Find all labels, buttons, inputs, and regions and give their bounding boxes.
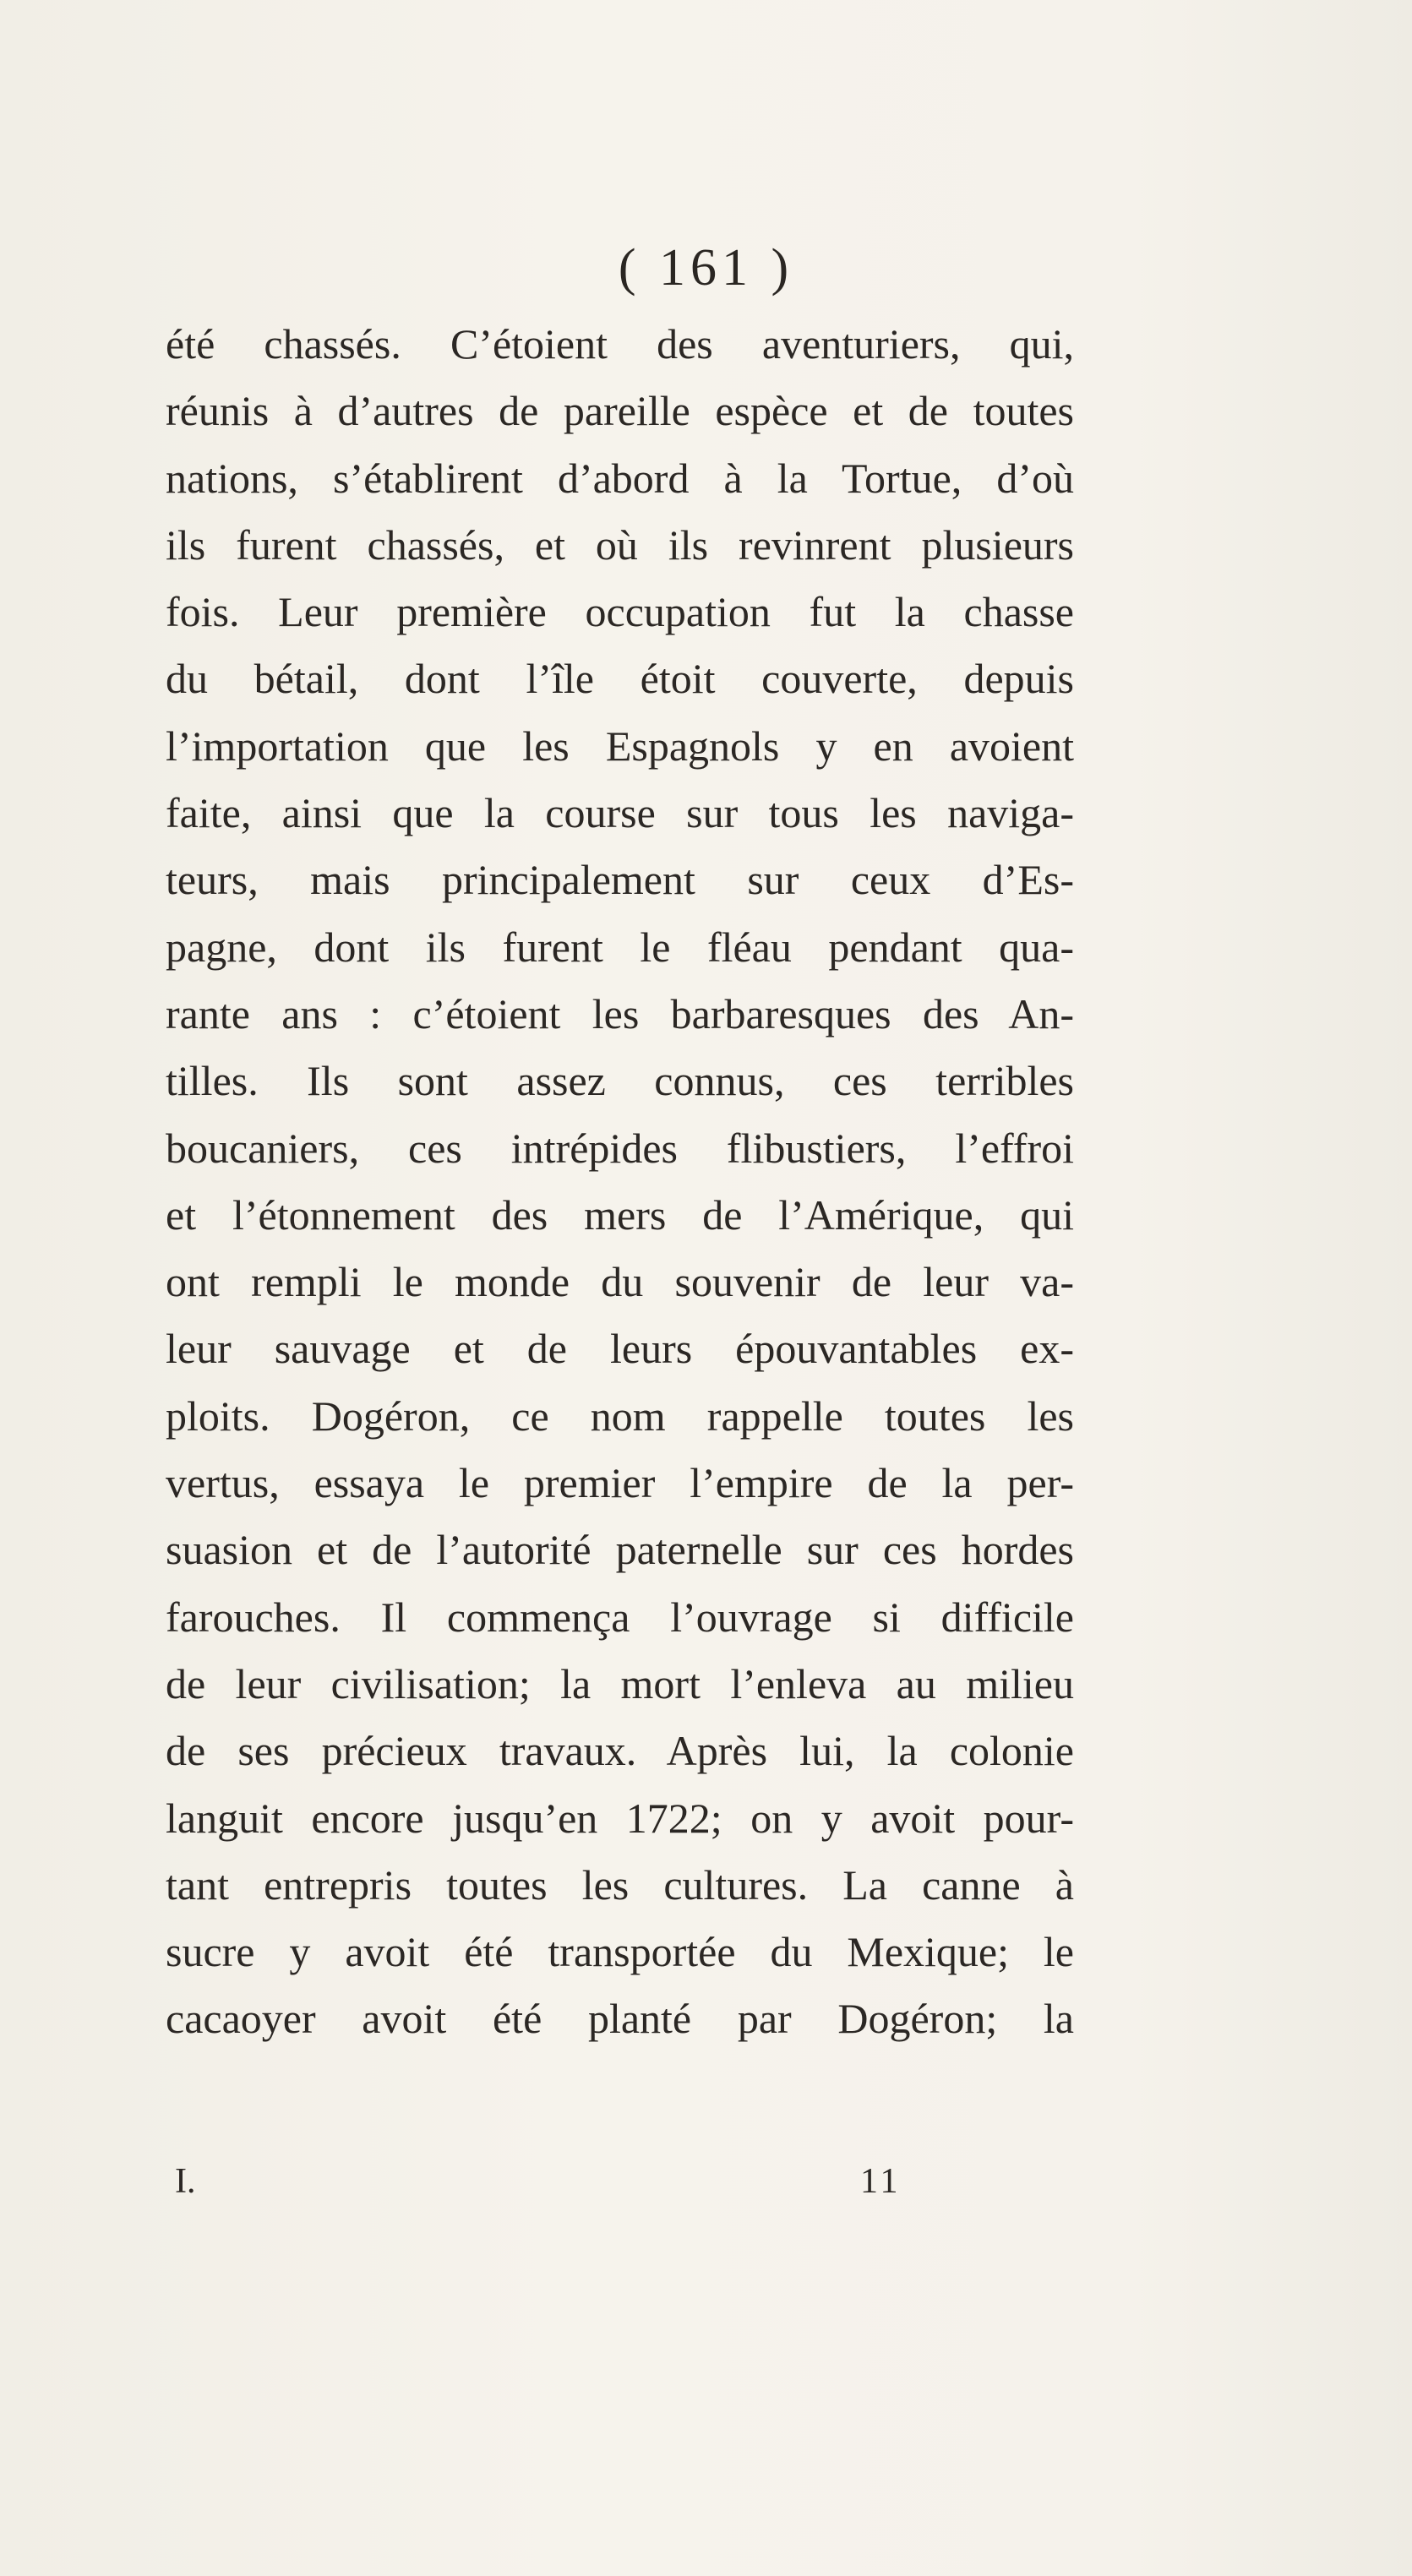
text-line: tant entrepris toutes les cultures. La canne à xyxy=(166,1860,1074,1909)
signature-mark: I. xyxy=(175,2162,196,2201)
text-line: ploits. Dogéron, ce nom rappelle toutes les xyxy=(166,1391,1074,1440)
body-text xyxy=(166,311,1074,2053)
text-line: leur sauvage et de leurs épouvantables ex- xyxy=(166,1325,1074,1373)
text-line: fois. Leur première occupation fut la chasse xyxy=(166,588,1074,636)
text-line: teurs, mais principalement sur ceux d’Es- xyxy=(166,856,1074,904)
text-line: été chassés. C’étoient des aventuriers, qui, xyxy=(166,320,1074,368)
text-line: boucaniers, ces intrépides flibustiers, l’effroi xyxy=(166,1124,1074,1172)
text-line: cacaoyer avoit été planté par Dogéron; la xyxy=(166,1995,1074,2043)
text-line: sucre y avoit été transportée du Mexique; le xyxy=(166,1928,1074,1976)
text-line: rante ans : c’étoient les barbaresques des An- xyxy=(166,989,1074,1037)
text-line: faite, ainsi que la course sur tous les naviga- xyxy=(166,789,1074,837)
page-number: ( 161 ) xyxy=(618,239,794,297)
text-line: et l’étonnement des mers de l’Amérique, qui xyxy=(166,1190,1074,1239)
text-line: l’importation que les Espagnols y en avoient xyxy=(166,722,1074,770)
text-line: farouches. Il commença l’ouvrage si difficile xyxy=(166,1593,1074,1641)
text-line: du bétail, dont l’île étoit couverte, depuis xyxy=(166,655,1074,703)
text-line: languit encore jusqu’en 1722; on y avoit pour- xyxy=(166,1794,1074,1842)
text-line: nations, s’établirent d’abord à la Tortue, d’où xyxy=(166,454,1074,502)
text-line: ils furent chassés, et où ils revinrent plusieurs xyxy=(166,520,1074,569)
text-line: tilles. Ils sont assez connus, ces terribles xyxy=(166,1057,1074,1105)
text-line: ont rempli le monde du souvenir de leur va- xyxy=(166,1258,1074,1306)
text-line: pagne, dont ils furent le fléau pendant qua- xyxy=(166,923,1074,971)
page-footer xyxy=(0,2161,1412,2220)
sheet-number: 11 xyxy=(860,2162,902,2201)
text-line: vertus, essaya le premier l’empire de la per- xyxy=(166,1459,1074,1507)
text-line: réunis à d’autres de pareille espèce et de toutes xyxy=(166,387,1074,435)
text-line: de ses précieux travaux. Après lui, la colonie xyxy=(166,1727,1074,1775)
text-line: de leur civilisation; la mort l’enleva au milieu xyxy=(166,1659,1074,1707)
text-line: suasion et de l’autorité paternelle sur ces hordes xyxy=(166,1526,1074,1574)
